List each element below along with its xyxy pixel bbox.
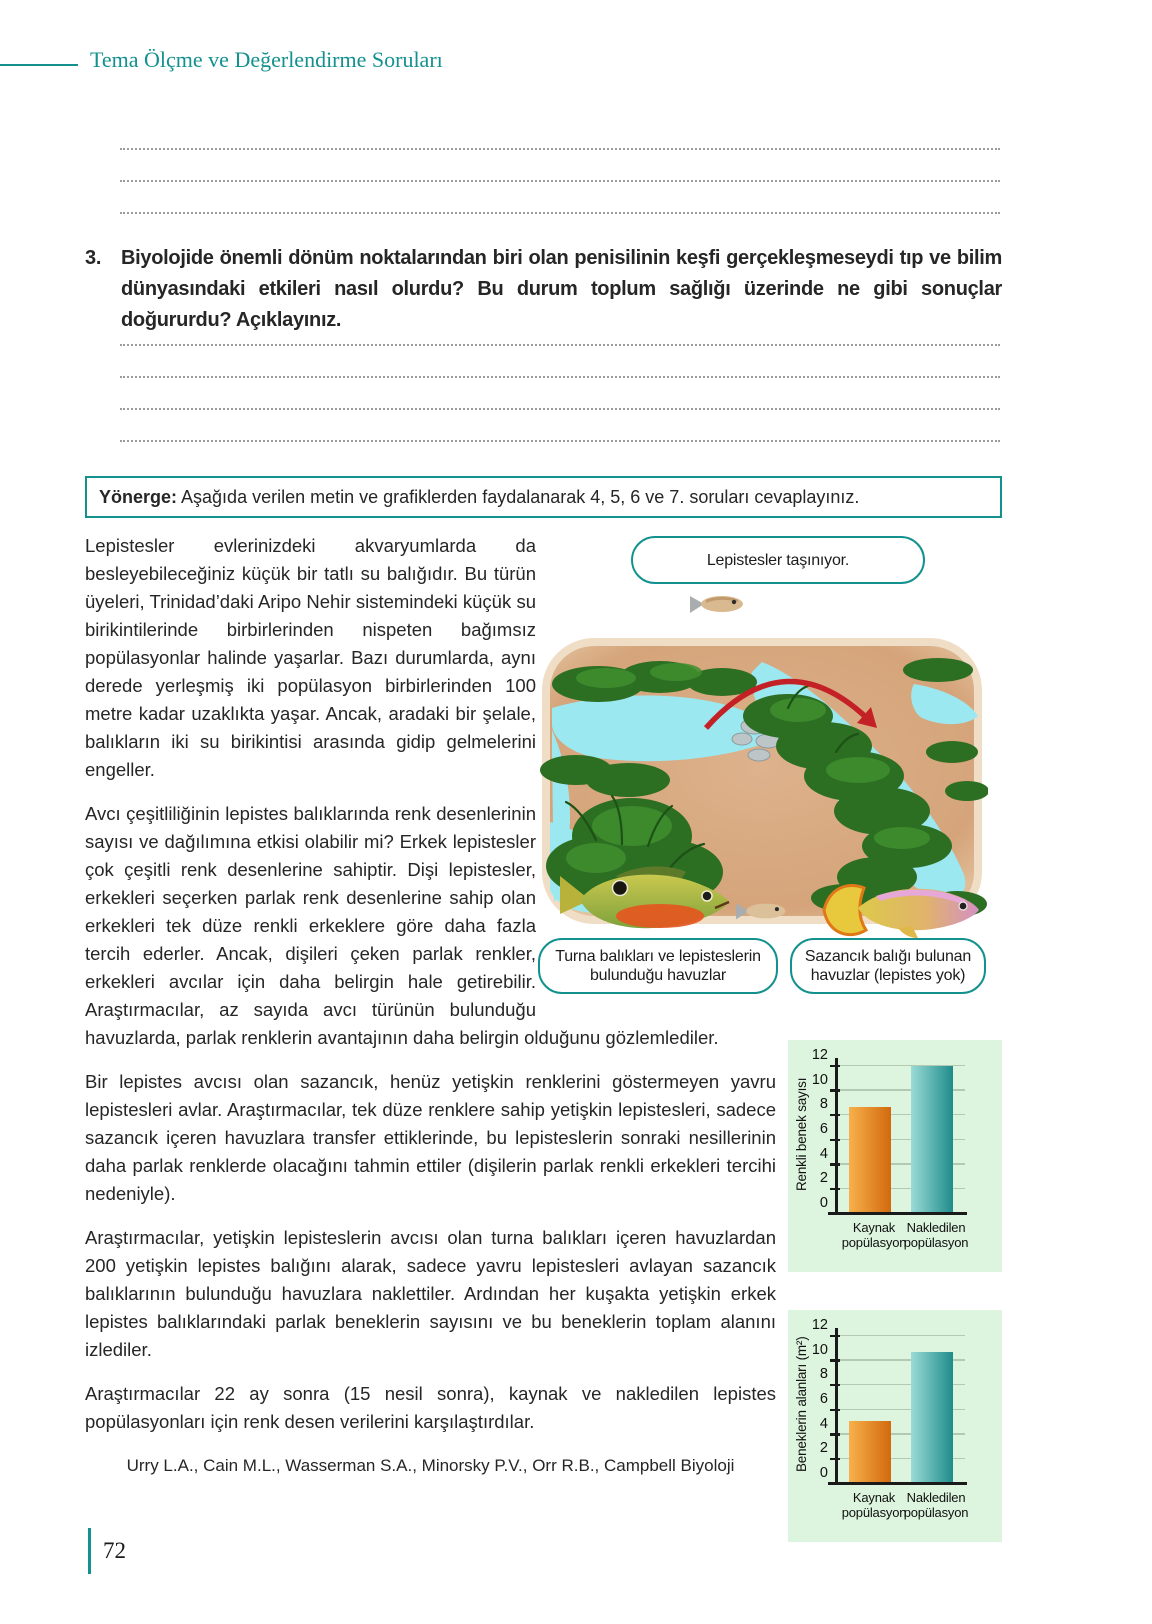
chart-plot-area [809, 1047, 996, 1264]
y-tick-mark [830, 1089, 840, 1092]
category-labels [837, 1220, 996, 1264]
directive-text: Aşağıda verilen metin ve grafiklerden faydalanarak 4, 5, 6 ve 7. soruları cevaplayınız. [181, 487, 860, 507]
y-tick-mark [830, 1335, 840, 1338]
guppy-icon [734, 898, 792, 924]
y-axis-line [835, 1058, 838, 1214]
bar [911, 1352, 953, 1482]
stream-figure [536, 532, 988, 1004]
figure-caption-killifish-pools-text: Sazancık balığı bulunan havuzlar (lepistes yok) [804, 948, 972, 984]
y-tick-label: 2 [819, 1170, 828, 1187]
y-tick-label: 10 [811, 1341, 828, 1358]
spot-area-chart [788, 1310, 1002, 1542]
y-axis-line [835, 1328, 838, 1484]
chart-plot-area [809, 1317, 996, 1534]
y-tick-mark [830, 1163, 840, 1166]
category-label: Kaynak popülasyon [841, 1490, 907, 1520]
answer-line [120, 408, 1000, 410]
footer-rule [88, 1528, 91, 1574]
y-tick-label: 8 [819, 1096, 828, 1113]
y-tick-label: 12 [811, 1047, 828, 1063]
bar [849, 1107, 891, 1212]
y-tick-label: 0 [819, 1195, 828, 1211]
pike-cichlid-icon [558, 860, 734, 942]
y-axis-label: Renkli benek sayısı [794, 1077, 809, 1191]
answer-line [120, 148, 1000, 150]
plot [835, 1336, 967, 1484]
y-tick-mark [830, 1359, 840, 1362]
answer-line [120, 376, 1000, 378]
figure-label-transfer-text: Lepistesler taşınıyor. [706, 551, 850, 569]
x-axis-line [828, 1212, 967, 1215]
y-axis-label: Beneklerin alanları (m²) [794, 1336, 809, 1472]
plot-row [809, 1317, 996, 1484]
directive-box [85, 476, 1002, 518]
category-label: Nakledilen popülasyon [903, 1220, 969, 1250]
plot [835, 1066, 967, 1214]
figure-label-transfer [631, 536, 925, 584]
y-tick-label: 2 [819, 1440, 828, 1457]
y-tick-mark [830, 1384, 840, 1387]
y-tick-mark [830, 1114, 840, 1117]
passage-paragraph-3: Bir lepistes avcısı olan sazancık, henüz yetişkin renklerini göstermeyen yavru lepistesleri avlar. Araştırmacılar, tek düze renklere sahip yetişkin lepistesleri, sadece sazancık içeren havuzlara transfer ettiklerinde, bu lepisteslerin sonraki nesillerinin daha parlak renklerde olacağını tahmin ettiler (dişilerin parlak renkli erkekleri tercihi nedeniyle). [85, 1071, 776, 1204]
figure-caption-pike-pools [538, 938, 778, 994]
citation: Urry L.A., Cain M.L., Wasserman S.A., Minorsky P.V., Orr R.B., Campbell Biyoloji [126, 1456, 735, 1475]
x-axis-line [828, 1482, 967, 1485]
y-tick-label: 6 [819, 1121, 828, 1137]
bar [911, 1066, 953, 1212]
category-label: Nakledilen popülasyon [903, 1490, 969, 1520]
category-label: Kaynak popülasyon [841, 1220, 907, 1250]
y-tick-mark [830, 1213, 840, 1216]
passage-paragraph-2: Avcı çeşitliliğinin lepistes balıklarında renk desenlerinin sayısı ve dağılımına etkisi olabilir mi? Erkek lepistesler çok çeşitli renk desenlerine sahiptir. Dişi lepistesler, erkekleri seçerken parlak renk desenlerine sahip olan erkekleri tek düze renkli erkeklere göre daha fazla tercih ederler. Ancak, dişileri çeken parlak renkler, erkekleri avcılar için daha belirgin hale getirebilir. Araştırmacılar, az sayıda avcı türünün bulunduğu havuzlarda, parlak renklerin avantajının daha belirgin olduğunu gözlemlediler. [85, 803, 719, 1048]
question-text: Biyolojide önemli dönüm noktalarından biri olan penisilinin keşfi gerçekleşmeseydi tıp ve bilim dünyasındaki etkileri nasıl olurdu? Bu durum toplum sağlığı üzerinde ne gibi sonuçlar doğururdu? Açıklayınız. [121, 247, 1002, 331]
passage-area [85, 532, 1002, 1590]
y-tick-mark [830, 1483, 840, 1486]
category-labels [837, 1490, 996, 1534]
plot-row [809, 1047, 996, 1214]
y-tick-mark [830, 1139, 840, 1142]
bar [849, 1421, 891, 1482]
answer-line [120, 440, 1000, 442]
y-tick-mark [830, 1458, 840, 1461]
y-tick-label: 4 [819, 1415, 828, 1432]
spot-count-chart [788, 1040, 1002, 1272]
figure-caption-killifish-pools [790, 938, 986, 994]
y-tick-mark [830, 1188, 840, 1191]
question-3 [85, 243, 1002, 336]
answer-line [120, 344, 1000, 346]
answer-line [120, 180, 1000, 182]
y-tick-label: 6 [819, 1391, 828, 1407]
answer-lines-question3 [120, 344, 1000, 472]
y-tick-mark [830, 1433, 840, 1436]
y-tick-label: 8 [819, 1366, 828, 1383]
figure-caption-pike-pools-text: Turna balıkları ve lepisteslerin bulunduğu havuzlar [555, 948, 761, 984]
directive-label: Yönerge: [99, 487, 178, 507]
y-tick-mark [830, 1065, 840, 1068]
charts-column [788, 1040, 1002, 1580]
passage-paragraph-4: Araştırmacılar, yetişkin lepisteslerin avcısı olan turna balıkları içeren havuzlardan 200 yetişkin lepistes balığını alarak, sadece yavru lepistesleri avlayan sazancık balıklarının bulunduğu havuzlara naklettiler. Ardından her kuşakta yetişkin erkek lepistes balıklarındaki parlak beneklerin sayısını ve bu beneklerin toplam alanını izlediler. [85, 1227, 776, 1360]
answer-lines-top [120, 148, 1000, 244]
y-tick-mark [830, 1409, 840, 1412]
y-tick-label: 10 [811, 1071, 828, 1088]
passage-paragraph-5: Araştırmacılar 22 ay sonra (15 nesil sonra), kaynak ve nakledilen lepistes popülasyonları için renk desen verilerini karşılaştırdılar. [85, 1383, 776, 1432]
header-rule [0, 64, 78, 66]
page-number: 72 [103, 1538, 126, 1563]
y-tick-label: 12 [811, 1317, 828, 1333]
passage-paragraph-1: Lepistesler evlerinizdeki akvaryumlarda da besleyebileceğiniz küçük bir tatlı su balığıdır. Bu türün üyeleri, Trinidad’daki Aripo Nehir sistemindeki küçük su birikintilerinde birbirlerinden nispeten bağımsız popülasyonlar halinde yaşarlar. Bazı durumlarda, aynı derede yerleşmiş iki popülasyon birbirlerinden 100 metre kadar uzaklıkta yaşar. Ancak, aradaki bir şelale, balıkların iki su birikintisi arasında gidip gelmelerini engeller. [85, 535, 536, 780]
y-tick-label: 4 [819, 1145, 828, 1162]
answer-line [120, 212, 1000, 214]
y-tick-label: 0 [819, 1465, 828, 1481]
guppy-icon [688, 590, 750, 618]
killifish-icon [820, 874, 982, 946]
question-number: 3. [85, 247, 102, 269]
page-title: Tema Ölçme ve Değerlendirme Soruları [90, 47, 443, 72]
gridline [835, 1335, 965, 1337]
